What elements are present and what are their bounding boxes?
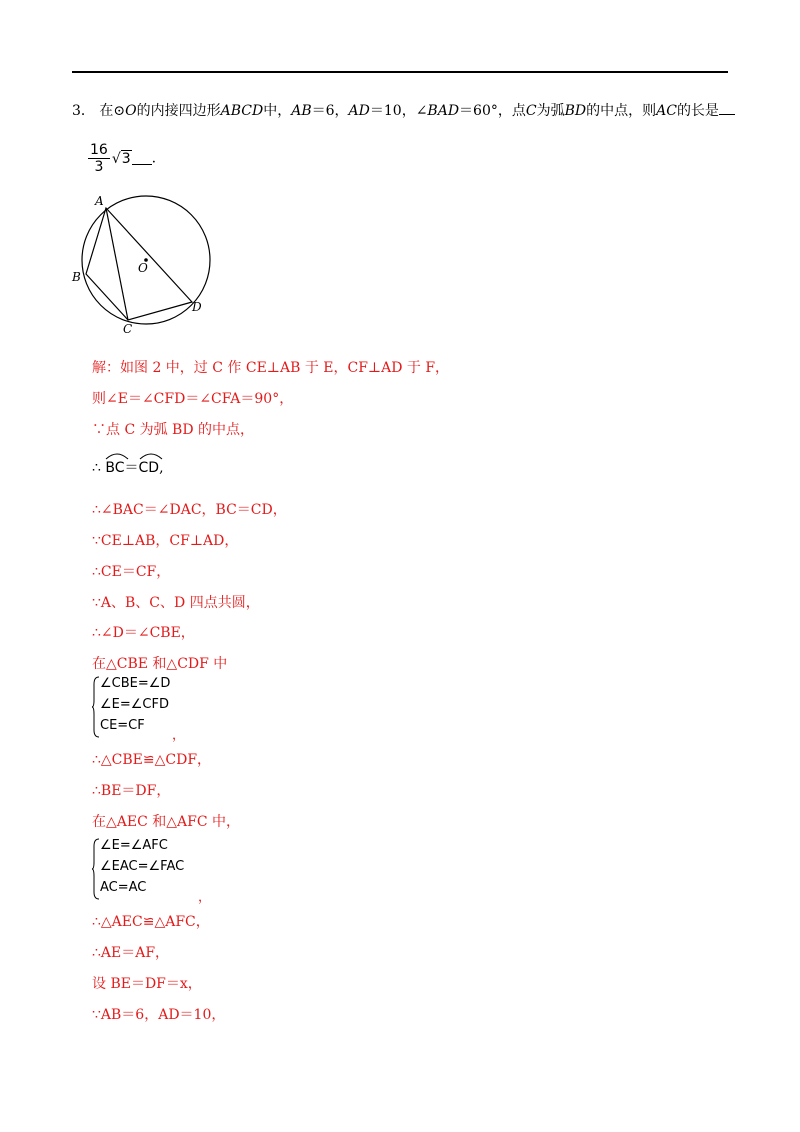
- equation-system-1: [92, 676, 232, 743]
- q-text: 中，: [263, 103, 292, 119]
- arc-cd-label: CD: [138, 460, 160, 476]
- q-text: ＝6，: [311, 103, 349, 119]
- solution-line-6: ∵CE⊥AB，CF⊥AD，: [92, 533, 239, 549]
- q-var: AD: [348, 103, 370, 119]
- q-text: 在⊙: [99, 103, 126, 119]
- q-text: 的长是: [676, 103, 719, 119]
- system-comma: ，: [198, 890, 212, 905]
- header-rule: [72, 71, 728, 73]
- solution-line-14: ∴△AEC≌△AFC，: [92, 914, 210, 930]
- q-var: ABCD: [220, 103, 264, 119]
- answer-suffix: .: [151, 150, 157, 167]
- q-text: 的中点，则: [586, 103, 657, 119]
- label-d: D: [192, 300, 202, 314]
- question-number: 3．: [72, 103, 95, 119]
- solution-line-12: ∴BE＝DF，: [92, 783, 171, 799]
- solution-line-4: [92, 457, 164, 477]
- q-var: C: [525, 103, 537, 119]
- solution-line-9: ∴∠D＝∠CBE，: [92, 625, 195, 641]
- label-c: C: [123, 322, 133, 336]
- arc-cd: [139, 460, 160, 476]
- q-var: AB: [291, 103, 312, 119]
- fraction-denominator: 3: [94, 159, 104, 175]
- answer: [88, 142, 156, 175]
- solution-line-3: ∵点 C 为弧 BD 的中点，: [92, 422, 255, 438]
- brace: [92, 676, 100, 738]
- solution-line-16: 设 BE＝DF＝x，: [92, 976, 202, 992]
- solution-line-11: ∴△CBE≌△CDF，: [92, 752, 212, 768]
- q-var: O: [125, 103, 137, 119]
- solution-line-5: ∴∠BAC＝∠DAC，BC＝CD，: [92, 502, 287, 518]
- answer-sqrt: √3: [111, 150, 131, 167]
- solution-line-1: 解：如图 2 中，过 C 作 CE⊥AB 于 E，CF⊥AD 于 F，: [92, 360, 450, 376]
- solution-line-15: ∴AE＝AF，: [92, 945, 170, 961]
- system-row: ∠CBE=∠D: [100, 676, 171, 691]
- q-text: 为弧: [536, 103, 565, 119]
- system-row: CE=CF: [100, 718, 145, 733]
- q-text: 的内接四边形: [136, 103, 221, 119]
- solution-line-2: 则∠E＝∠CFD＝∠CFA＝90°，: [92, 391, 294, 407]
- solution-line-13: 在△AEC 和△AFC 中，: [92, 814, 241, 830]
- system-row: ∠EAC=∠FAC: [100, 859, 185, 874]
- system-comma: ，: [172, 728, 186, 743]
- label-b: B: [72, 270, 81, 284]
- equals: ＝: [124, 460, 139, 476]
- system-row: ∠E=∠AFC: [100, 838, 168, 853]
- brace: [92, 838, 100, 900]
- solution-line-10: 在△CBE 和△CDF 中: [92, 656, 228, 672]
- arc-mark: [105, 452, 129, 460]
- sqrt-radicand: 3: [121, 150, 131, 167]
- solution-line-7: ∴CE＝CF，: [92, 564, 171, 580]
- circle-figure: [66, 190, 226, 340]
- answer-fraction: [88, 142, 110, 175]
- q-var: AC: [656, 103, 677, 119]
- comma: ,: [159, 460, 164, 476]
- q-text: ＝60°，点: [459, 103, 526, 119]
- q-var: BD: [564, 103, 587, 119]
- arc-mark: [139, 452, 163, 460]
- system-row: AC=AC: [100, 880, 147, 895]
- arc-bc-label: BC: [105, 460, 125, 476]
- q-var: BAD: [427, 103, 460, 119]
- solution-line-17: ∵AB＝6，AD＝10，: [92, 1007, 226, 1023]
- q-text: ＝10，∠: [369, 103, 428, 119]
- fraction-numerator: 16: [90, 142, 108, 158]
- system-row: ∠E=∠CFD: [100, 697, 169, 712]
- label-o: O: [138, 261, 148, 275]
- question-text: [72, 100, 735, 120]
- question-blank: [719, 102, 735, 115]
- label-a: A: [95, 194, 104, 208]
- arc-bc: [105, 460, 124, 476]
- diagonal-ac: [106, 208, 128, 320]
- answer-blank: [132, 152, 152, 165]
- solution-line-8: ∵A、B、C、D 四点共圆，: [92, 595, 260, 611]
- equation-system-2: [92, 838, 232, 905]
- therefore-symbol: ∴: [92, 460, 101, 476]
